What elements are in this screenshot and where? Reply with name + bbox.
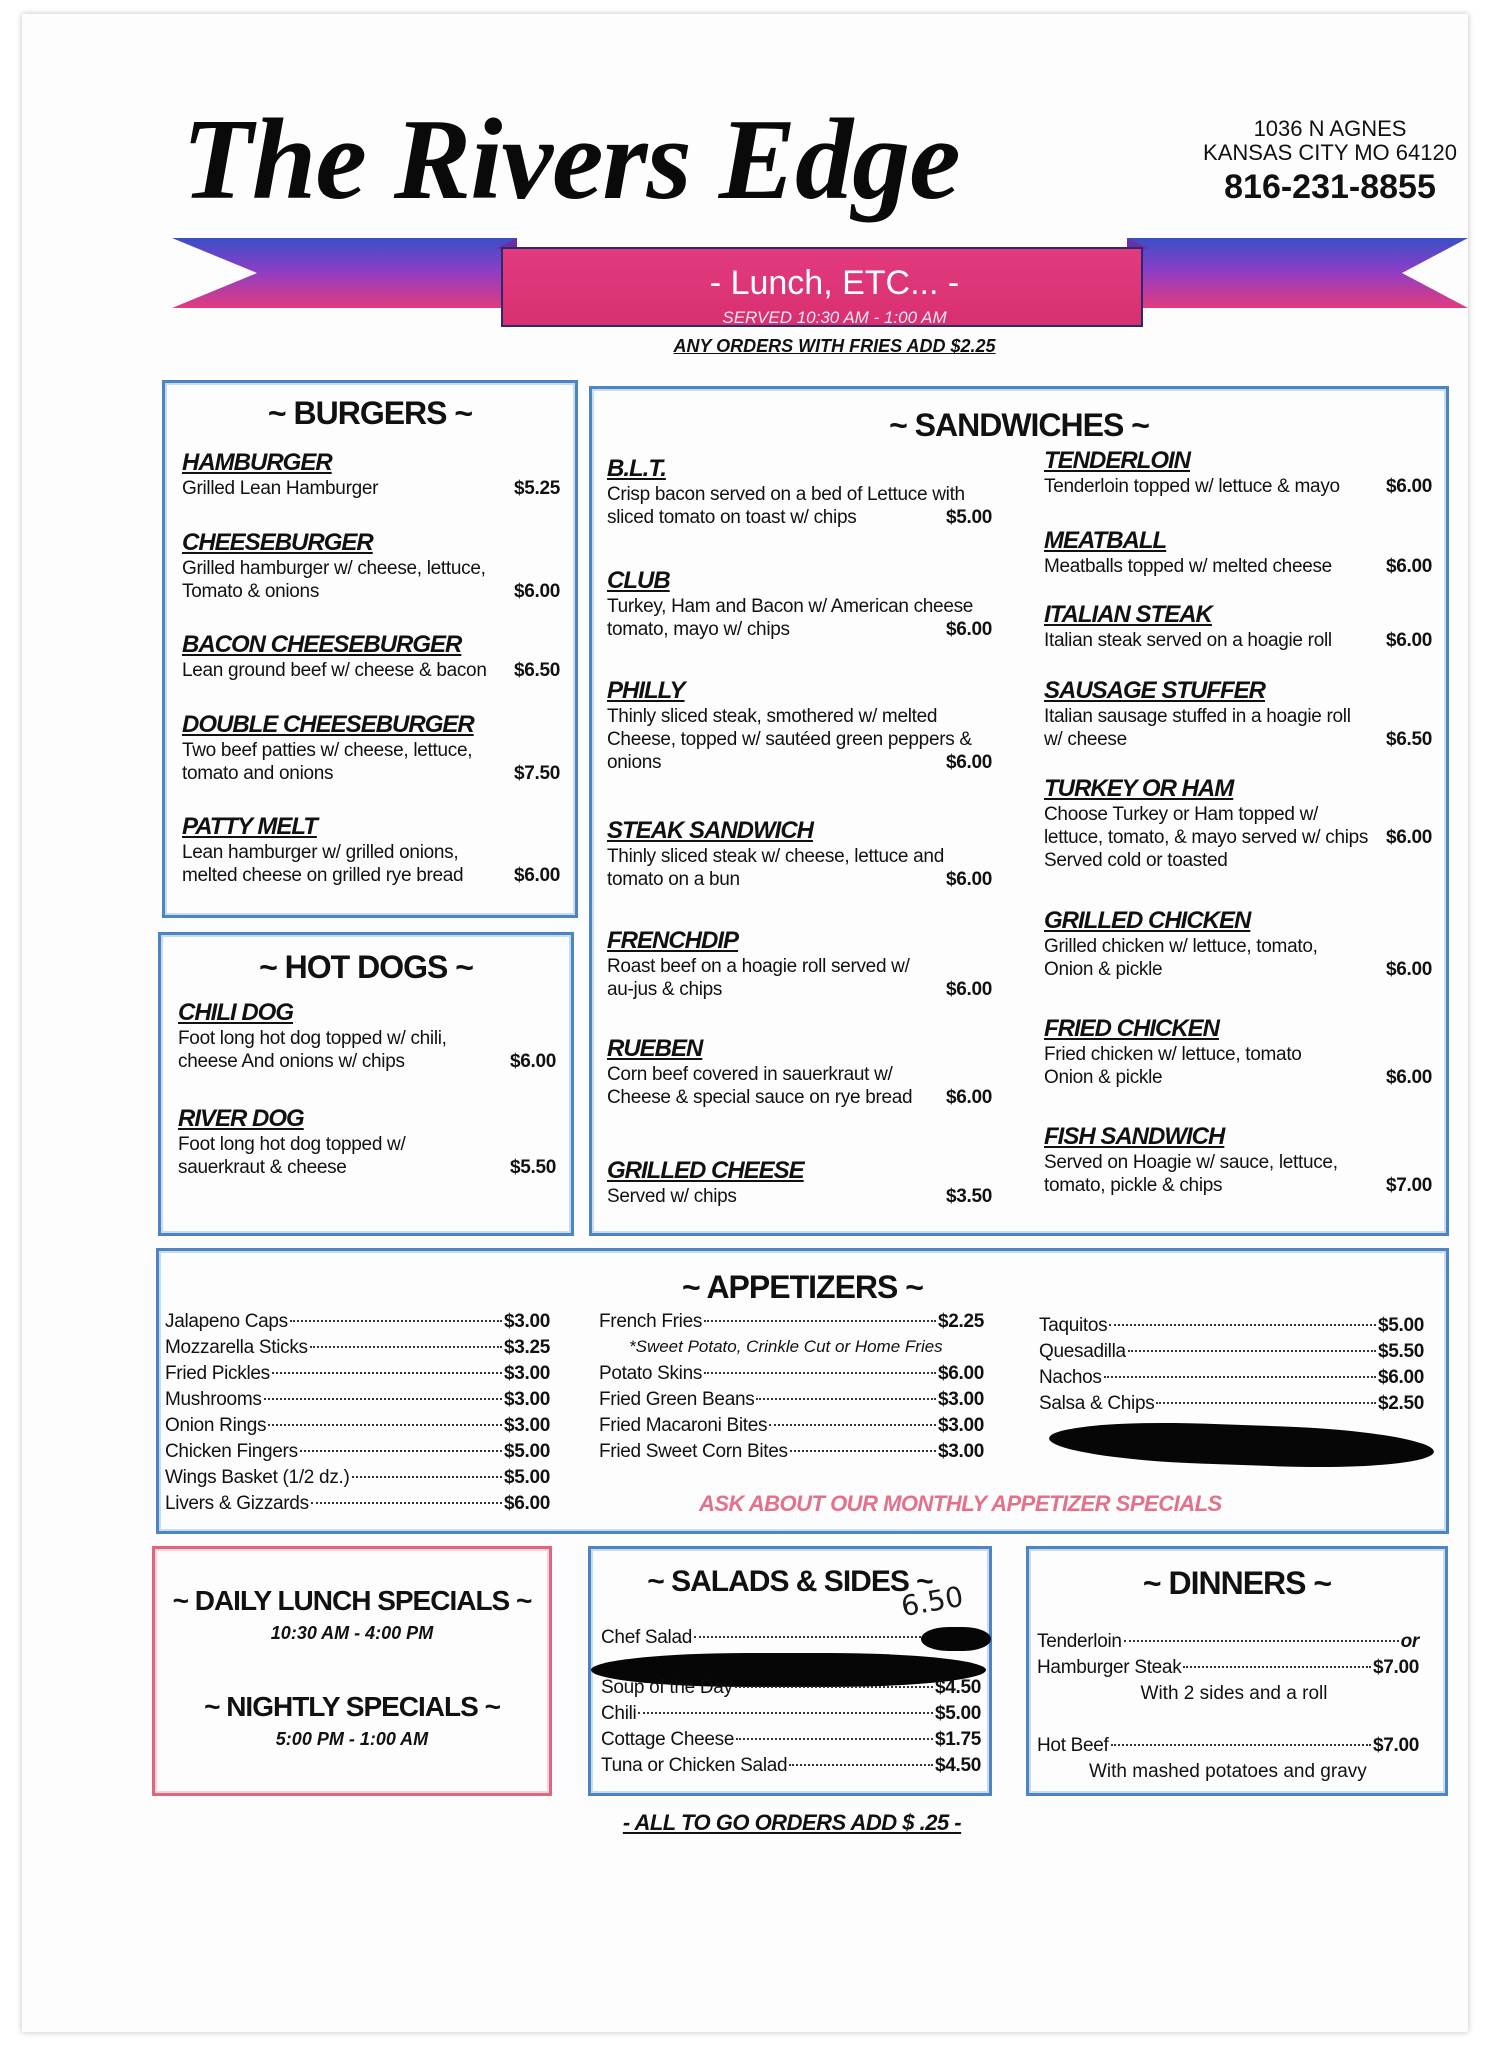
menu-item-name: FISH SANDWICH	[1044, 1123, 1225, 1150]
menu-item-price: $6.00	[945, 1087, 992, 1108]
menu-item-desc: Corn beef covered in sauerkraut w/ Cheese & special sauce on rye bread	[607, 1064, 913, 1108]
appetizer-label: Taquitos	[1039, 1315, 1108, 1336]
appetizer-row	[1039, 1365, 1424, 1391]
appetizer-label: Onion Rings	[165, 1415, 267, 1436]
menu-item	[1044, 529, 1432, 578]
burgers-section	[162, 380, 578, 918]
menu-item	[1044, 1125, 1432, 1197]
menu-item-name: B.L.T.	[607, 455, 666, 482]
menu-item-price: $6.00	[1385, 1067, 1432, 1088]
menu-item-name: PATTY MELT	[182, 813, 317, 840]
appetizer-label: Fried Green Beans	[599, 1389, 755, 1410]
appetizer-label: Fried Pickles	[165, 1363, 270, 1384]
appetizer-label: Mozzarella Sticks	[165, 1337, 308, 1358]
side-label: Soup of the Day	[601, 1677, 733, 1698]
appetizer-label: Fried Macaroni Bites	[599, 1415, 768, 1436]
menu-item-desc: Foot long hot dog topped w/ chili, cheese And onions w/ chips	[178, 1028, 447, 1072]
appetizer-price: $5.50	[1377, 1341, 1424, 1362]
menu-item	[178, 1107, 556, 1179]
menu-item-desc: Tenderloin topped w/ lettuce & mayo	[1044, 476, 1340, 497]
menu-item	[1044, 603, 1432, 652]
menu-item-name: PHILLY	[607, 677, 685, 704]
menu-item-name: CLUB	[607, 567, 670, 594]
leader-dots	[694, 1636, 933, 1638]
menu-item-price: $6.00	[1385, 476, 1432, 497]
menu-item-price: $5.25	[513, 478, 560, 499]
leader-dots	[790, 1450, 936, 1452]
appetizer-price: $3.25	[503, 1337, 550, 1358]
fries-surcharge-note: ANY ORDERS WITH FRIES ADD $2.25	[673, 336, 996, 356]
menu-item	[607, 1037, 992, 1109]
dinners-heading: ~ DINNERS ~	[1142, 1565, 1332, 1601]
menu-item-price: $6.00	[945, 619, 992, 640]
appetizer-row	[165, 1361, 550, 1387]
menu-item	[607, 679, 992, 774]
menu-item-name: FRENCHDIP	[607, 927, 739, 954]
hot-dogs-heading: ~ HOT DOGS ~	[259, 949, 473, 985]
menu-item-price: $3.50	[945, 1186, 992, 1207]
menu-item-price: $6.00	[1385, 630, 1432, 651]
leader-dots	[1109, 1324, 1376, 1326]
appetizer-label: Salsa & Chips	[1039, 1393, 1155, 1414]
menu-item-price: $6.00	[509, 1051, 556, 1072]
menu-item-name: BACON CHEESEBURGER	[182, 631, 462, 658]
appetizer-price: $6.00	[937, 1363, 984, 1384]
menu-item-name: CHEESEBURGER	[182, 529, 373, 556]
nightly-specials-title: ~ NIGHTLY SPECIALS ~	[204, 1691, 500, 1722]
leader-dots	[769, 1424, 936, 1426]
menu-item	[607, 929, 992, 1001]
side-label: Tuna or Chicken Salad	[601, 1755, 788, 1776]
menu-item-desc: Served w/ chips	[607, 1186, 737, 1207]
appetizer-row	[1039, 1391, 1424, 1417]
appetizer-row	[165, 1413, 550, 1439]
menu-item-desc: Fried chicken w/ lettuce, tomato Onion & pickle	[1044, 1044, 1302, 1088]
leader-dots	[272, 1372, 502, 1374]
menu-item-price: $7.50	[513, 763, 560, 784]
appetizer-row	[1039, 1339, 1424, 1365]
sandwiches-heading: ~ SANDWICHES ~	[889, 407, 1149, 443]
dinner-row	[1037, 1629, 1419, 1655]
leader-dots	[756, 1398, 936, 1400]
menu-item-name: FRIED CHICKEN	[1044, 1015, 1220, 1042]
sandwiches-section	[589, 386, 1449, 1236]
menu-item-desc: Italian sausage stuffed in a hoagie roll w/ cheese	[1044, 706, 1351, 750]
appetizer-label: Livers & Gizzards	[165, 1493, 309, 1514]
appetizer-label: Mushrooms	[165, 1389, 262, 1410]
redaction-mark	[1048, 1418, 1434, 1471]
menu-item-desc: Italian steak served on a hoagie roll	[1044, 630, 1332, 651]
leader-dots	[352, 1476, 502, 1478]
menu-item-name: RIVER DOG	[178, 1105, 304, 1132]
menu-item-desc: Grilled chicken w/ lettuce, tomato, Onion & pickle	[1044, 936, 1318, 980]
appetizer-price: $5.00	[503, 1467, 550, 1488]
menu-item	[182, 531, 560, 603]
menu-item-desc: Crisp bacon served on a bed of Lettuce with sliced tomato on toast w/ chips	[607, 484, 965, 528]
appetizer-price: $3.00	[503, 1363, 550, 1384]
salads-sides-section	[588, 1546, 992, 1796]
leader-dots	[311, 1502, 502, 1504]
menu-item-desc: Foot long hot dog topped w/ sauerkraut & cheese	[178, 1134, 406, 1178]
side-price: $4.50	[934, 1677, 981, 1698]
leader-dots	[290, 1320, 502, 1322]
leader-dots	[264, 1398, 502, 1400]
appetizers-heading: ~ APPETIZERS ~	[682, 1269, 923, 1305]
side-price: $1.75	[934, 1729, 981, 1750]
specials-section	[152, 1546, 552, 1796]
menu-item-price: $7.00	[1385, 1175, 1432, 1196]
appetizer-row	[1039, 1313, 1424, 1339]
appetizers-section	[156, 1248, 1449, 1534]
dinner-label: Hot Beef	[1037, 1735, 1109, 1756]
appetizer-price: $3.00	[937, 1415, 984, 1436]
side-row	[601, 1753, 981, 1779]
appetizer-row	[599, 1413, 984, 1439]
menu-item-desc: Thinly sliced steak w/ cheese, lettuce and tomato on a bun	[607, 846, 944, 890]
appetizer-row	[599, 1309, 984, 1335]
appetizer-row	[165, 1387, 550, 1413]
menu-item-desc: Roast beef on a hoagie roll served w/ au-jus & chips	[607, 956, 910, 1000]
leader-dots	[1128, 1350, 1376, 1352]
menu-item	[1044, 909, 1432, 981]
dinner-row	[1037, 1733, 1419, 1759]
appetizer-price: $5.00	[1377, 1315, 1424, 1336]
burgers-heading: ~ BURGERS ~	[267, 395, 473, 431]
menu-item	[1044, 777, 1432, 872]
appetizer-row	[599, 1439, 984, 1465]
menu-item	[607, 1159, 992, 1208]
menu-item-name: CHILI DOG	[178, 999, 293, 1026]
menu-item-price: $5.50	[509, 1157, 556, 1178]
appetizer-row	[599, 1387, 984, 1413]
menu-item-name: STEAK SANDWICH	[607, 817, 813, 844]
menu-item-price: $6.00	[945, 979, 992, 1000]
handwritten-price: 6.50	[898, 1579, 966, 1624]
menu-item	[1044, 449, 1432, 498]
leader-dots	[1124, 1640, 1399, 1642]
menu-item-price: $6.50	[1385, 729, 1432, 750]
appetizer-label: Quesadilla	[1039, 1341, 1126, 1362]
menu-item-desc: Lean ground beef w/ cheese & bacon	[182, 660, 487, 681]
leader-dots	[1111, 1744, 1371, 1746]
leader-dots	[789, 1764, 933, 1766]
appetizer-price: $3.00	[503, 1311, 550, 1332]
appetizer-label: Jalapeno Caps	[165, 1311, 288, 1332]
leader-dots	[704, 1372, 936, 1374]
hot-dogs-section	[158, 932, 574, 1236]
menu-item-name: ITALIAN STEAK	[1044, 601, 1212, 628]
address-city: KANSAS CITY MO 64120	[1203, 140, 1457, 165]
menu-item-desc: Thinly sliced steak, smothered w/ melted Cheese, topped w/ sautéed green peppers & onions	[607, 706, 972, 773]
menu-item-desc: Meatballs topped w/ melted cheese	[1044, 556, 1332, 577]
appetizer-row	[165, 1465, 550, 1491]
leader-dots	[1104, 1376, 1376, 1378]
leader-dots	[310, 1346, 502, 1348]
appetizer-row	[165, 1439, 550, 1465]
serving-hours: SERVED 10:30 AM - 1:00 AM	[722, 308, 947, 327]
leader-dots	[1183, 1666, 1371, 1668]
menu-sheet	[22, 14, 1468, 2032]
appetizer-label: Nachos	[1039, 1367, 1102, 1388]
menu-item-desc: Lean hamburger w/ grilled onions, melted cheese on grilled rye bread	[182, 842, 464, 886]
restaurant-name: The Rivers Edge	[182, 96, 960, 224]
menu-item-name: DOUBLE CHEESEBURGER	[182, 711, 474, 738]
side-price: $4.50	[934, 1755, 981, 1776]
daily-specials-title: ~ DAILY LUNCH SPECIALS ~	[172, 1585, 532, 1616]
dinners-section	[1026, 1546, 1448, 1796]
menu-item-price: $6.00	[945, 869, 992, 890]
nightly-specials-hours: 5:00 PM - 1:00 AM	[275, 1729, 429, 1749]
appetizer-price: $3.00	[503, 1415, 550, 1436]
appetizer-price: $6.00	[503, 1493, 550, 1514]
leader-dots	[300, 1450, 502, 1452]
menu-item-price: $6.00	[1385, 959, 1432, 980]
menu-item	[1044, 679, 1432, 751]
menu-item-name: MEATBALL	[1044, 527, 1167, 554]
menu-item	[182, 815, 560, 887]
salads-sides-heading: ~ SALADS & SIDES ~	[647, 1565, 933, 1598]
leader-dots	[268, 1424, 502, 1426]
daily-specials-hours: 10:30 AM - 4:00 PM	[270, 1623, 434, 1643]
appetizer-price: $6.00	[1377, 1367, 1424, 1388]
menu-item-desc: Turkey, Ham and Bacon w/ American cheese tomato, mayo w/ chips	[607, 596, 974, 640]
side-row	[601, 1727, 981, 1753]
side-label: Chef Salad	[601, 1627, 693, 1648]
menu-item-desc: Grilled hamburger w/ cheese, lettuce, Tomato & onions	[182, 558, 486, 602]
menu-item-name: GRILLED CHICKEN	[1044, 907, 1251, 934]
menu-item	[178, 1001, 556, 1073]
redaction-mark	[921, 1627, 991, 1651]
appetizer-price: $3.00	[937, 1389, 984, 1410]
dinner-label: Tenderloin	[1037, 1631, 1122, 1652]
menu-item-price: $6.00	[513, 581, 560, 602]
appetizer-price: $2.50	[1377, 1393, 1424, 1414]
menu-item-desc: Served on Hoagie w/ sauce, lettuce, tomato, pickle & chips	[1044, 1152, 1338, 1196]
appetizer-price: $3.00	[503, 1389, 550, 1410]
menu-item-desc: Grilled Lean Hamburger	[182, 478, 379, 499]
dinner-price: $7.00	[1372, 1735, 1419, 1756]
appetizer-row	[165, 1491, 550, 1517]
menu-item-name: SAUSAGE STUFFER	[1044, 677, 1266, 704]
appetizer-label: Potato Skins	[599, 1363, 703, 1384]
menu-item-desc: Two beef patties w/ cheese, lettuce, tomato and onions	[182, 740, 473, 784]
menu-item-price: $6.00	[945, 752, 992, 773]
menu-item-name: TURKEY OR HAM	[1044, 775, 1234, 802]
appetizer-price: $2.25	[937, 1311, 984, 1332]
appetizer-row	[165, 1335, 550, 1361]
menu-item-price: $6.00	[1385, 556, 1432, 577]
menu-item-note: Served cold or toasted	[1044, 850, 1228, 871]
dinner-price: $7.00	[1372, 1657, 1419, 1678]
menu-item-price: $5.00	[945, 507, 992, 528]
menu-item	[607, 569, 992, 641]
fries-options-note: *Sweet Potato, Crinkle Cut or Home Fries	[629, 1337, 943, 1356]
appetizer-row	[599, 1361, 984, 1387]
appetizer-row	[165, 1309, 550, 1335]
menu-item	[607, 457, 992, 529]
phone-number: 816-231-8855	[1224, 168, 1436, 206]
side-label: Cottage Cheese	[601, 1729, 735, 1750]
appetizer-label: French Fries	[599, 1311, 703, 1332]
side-row	[601, 1701, 981, 1727]
appetizer-price: $3.00	[937, 1441, 984, 1462]
leader-dots	[736, 1738, 933, 1740]
menu-item-name: TENDERLOIN	[1044, 447, 1190, 474]
appetizer-price: $5.00	[503, 1441, 550, 1462]
appetizer-label: Chicken Fingers	[165, 1441, 298, 1462]
menu-item	[182, 713, 560, 785]
menu-item	[1044, 1017, 1432, 1089]
menu-item-price: $6.00	[1385, 827, 1432, 848]
to-go-note: - ALL TO GO ORDERS ADD $ .25 -	[622, 1810, 962, 1835]
menu-item	[182, 451, 560, 500]
menu-item-name: GRILLED CHEESE	[607, 1157, 804, 1184]
monthly-specials-note: ASK ABOUT OUR MONTHLY APPETIZER SPECIALS	[699, 1491, 1222, 1516]
leader-dots	[638, 1712, 933, 1714]
menu-item-name: HAMBURGER	[182, 449, 332, 476]
side-price: $5.00	[934, 1703, 981, 1724]
menu-item-price: $6.00	[513, 865, 560, 886]
leader-dots	[735, 1686, 933, 1688]
appetizer-label: Wings Basket (1/2 dz.)	[165, 1467, 350, 1488]
dinner-row	[1037, 1655, 1419, 1681]
address-street: 1036 N AGNES	[1253, 116, 1407, 141]
leader-dots	[704, 1320, 936, 1322]
menu-item	[182, 633, 560, 682]
steak-sides-note: With 2 sides and a roll	[1140, 1683, 1328, 1704]
leader-dots	[1156, 1402, 1376, 1404]
side-label: Chili	[601, 1703, 637, 1724]
menu-item	[607, 819, 992, 891]
side-row	[601, 1675, 981, 1701]
dinner-label: Hamburger Steak	[1037, 1657, 1182, 1678]
menu-tagline: - Lunch, ETC... -	[709, 264, 960, 302]
menu-item-name: RUEBEN	[607, 1035, 703, 1062]
menu-item-price: $6.50	[513, 660, 560, 681]
dinner-price: or	[1400, 1631, 1419, 1652]
appetizer-label: Fried Sweet Corn Bites	[599, 1441, 788, 1462]
hot-beef-note: With mashed potatoes and gravy	[1089, 1761, 1367, 1782]
menu-item-desc: Choose Turkey or Ham topped w/ lettuce, tomato, & mayo served w/ chips	[1044, 804, 1369, 848]
